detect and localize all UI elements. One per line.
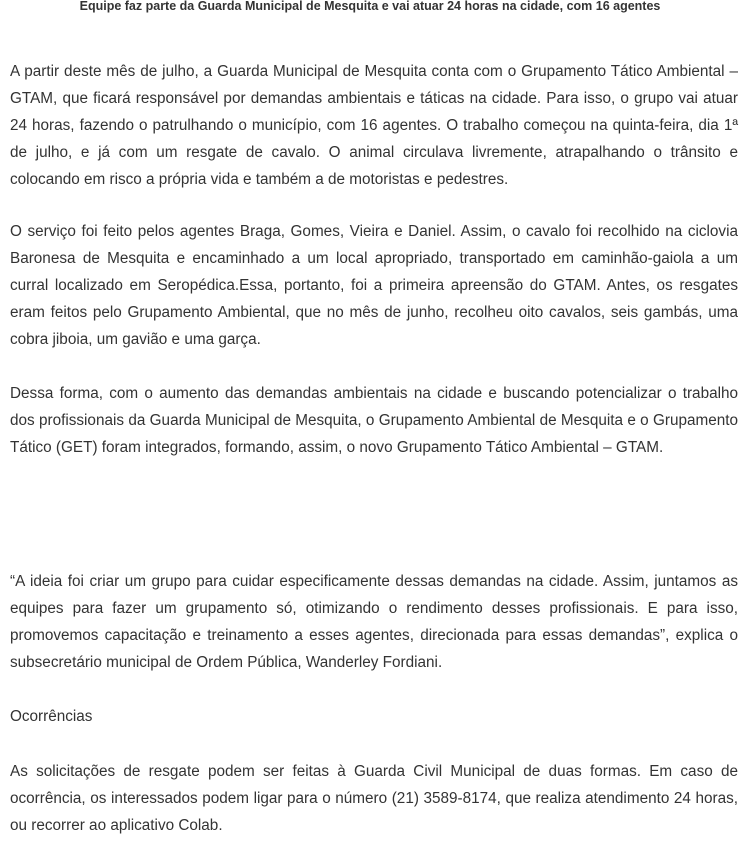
section-heading-ocorrencias: Ocorrências: [10, 708, 93, 725]
article-paragraph-gtam-intro: A partir deste mês de julho, a Guarda Municipal de Mesquita conta com o Grupamento Tático Ambiental – GTAM, que ficará responsável por demandas ambientais e táticas na cidade. Para isso, o grupo vai atuar 24 horas, fazendo o patrulhando o município, com 16 agentes. O trabalho começou na quinta-feira, dia 1ª de julho, e já com um resgate de cavalo. O animal circulava livremente, atrapalhando o trânsito e colocando em risco a própria vida e também a de motoristas e pedestres.: [10, 63, 738, 188]
article-paragraph-horse-rescue: O serviço foi feito pelos agentes Braga, Gomes, Vieira e Daniel. Assim, o cavalo foi recolhido na ciclovia Baronesa de Mesquita e encaminhado a um local apropriado, transportado em caminhão-gaiola a um curral localizado em Seropédica.Essa, portanto, foi a primeira apreensão do GTAM. Antes, os resgates eram feitos pelo Grupamento Ambiental, que no mês de junho, recolheu oito cavalos, seis gambás, uma cobra jiboia, um gavião e uma garça.: [10, 223, 738, 348]
article-paragraph-integration: Dessa forma, com o aumento das demandas ambientais na cidade e buscando potencializar o trabalho dos profissionais da Guarda Municipal de Mesquita, o Grupamento Ambiental de Mesquita e o Grupamento Tático (GET) foram integrados, formando, assim, o novo Grupamento Tático Ambiental – GTAM.: [10, 385, 738, 456]
article-paragraph-contact: As solicitações de resgate podem ser feitas à Guarda Civil Municipal de duas formas. Em caso de ocorrência, os interessados podem ligar para o número (21) 3589-8174, que realiza atendimento 24 horas, ou recorrer ao aplicativo Colab.: [10, 763, 738, 834]
article-subtitle: Equipe faz parte da Guarda Municipal de Mesquita e vai atuar 24 horas na cidade, com 16 agentes: [79, 0, 661, 13]
article-paragraph-quote: “A ideia foi criar um grupo para cuidar especificamente dessas demandas na cidade. Assim, juntamos as equipes para fazer um grupamento só, otimizando o rendimento desses profissionais. E para isso, promovemos capacitação e treinamento a esses agentes, direcionada para essas demandas”, explica o subsecretário municipal de Ordem Pública, Wanderley Fordiani.: [10, 573, 738, 671]
